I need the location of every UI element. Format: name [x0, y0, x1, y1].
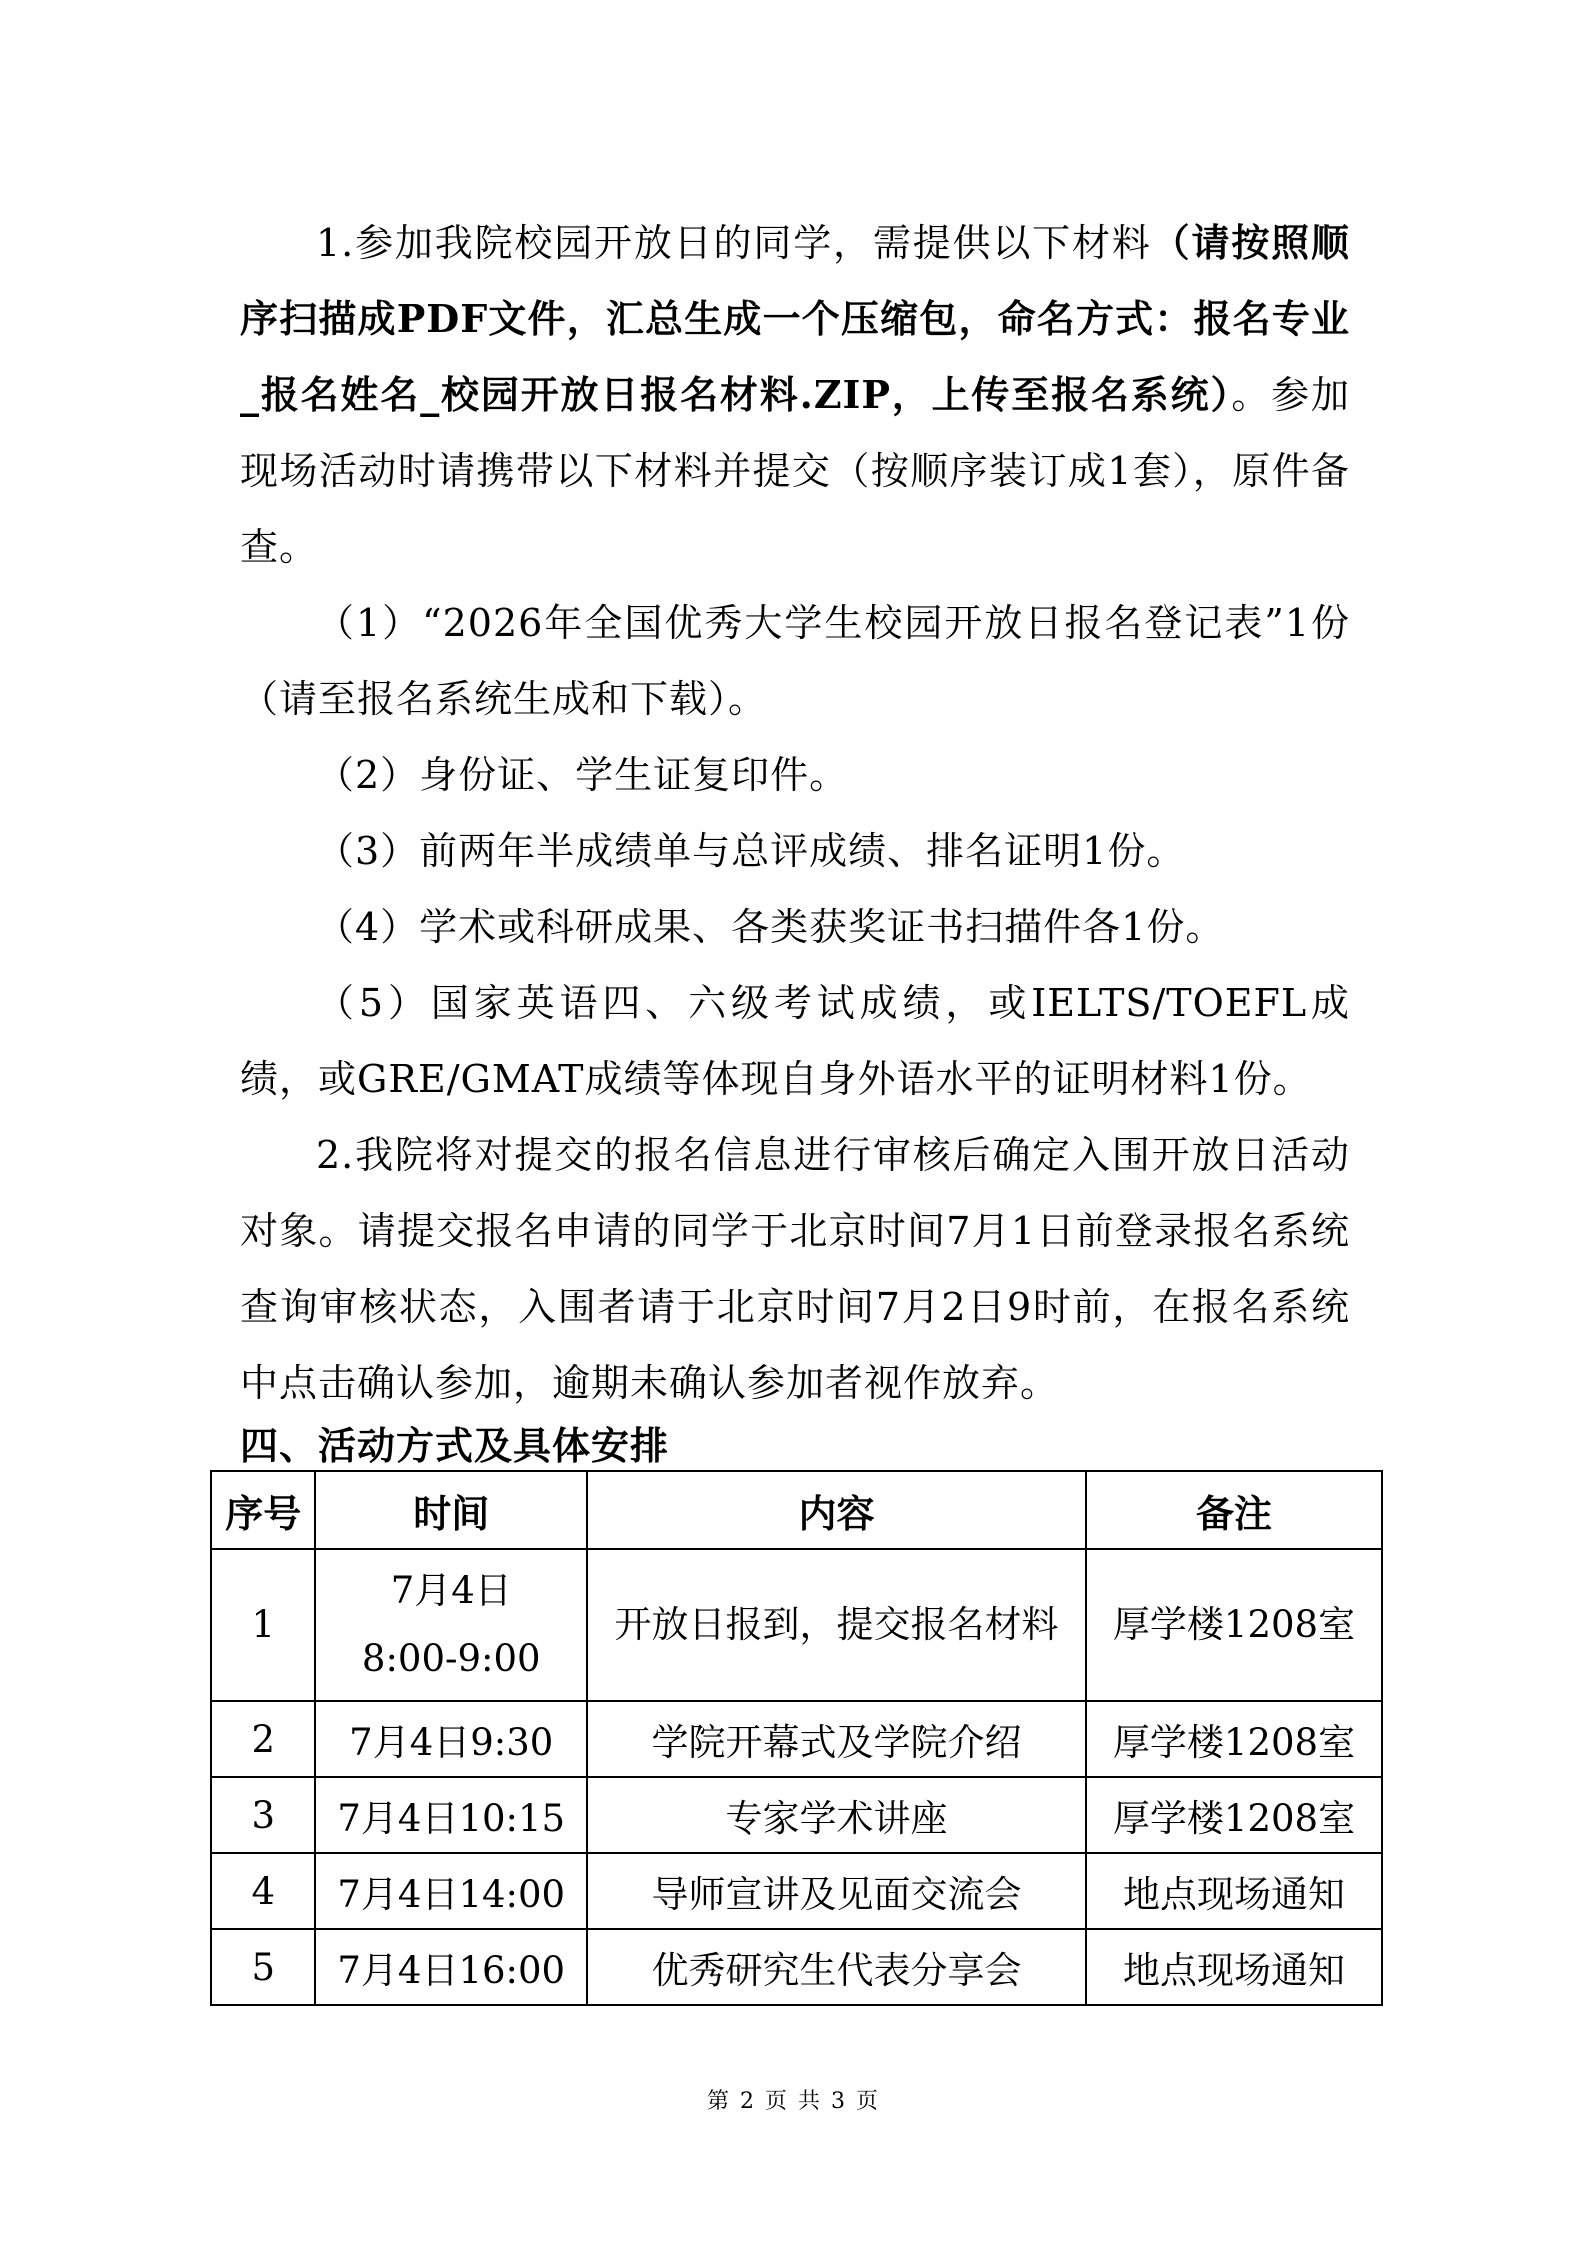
cell-no: 1 — [211, 1549, 315, 1701]
body-text — [240, 205, 1350, 1421]
cell-time-date: 7月4日 — [390, 1569, 512, 1612]
paragraph-materials-intro: 1.参加我院校园开放日的同学，需提供以下材料 — [316, 221, 1152, 265]
table-row — [211, 1853, 1382, 1929]
table-header-row — [211, 1471, 1382, 1549]
cell-time — [315, 1549, 587, 1701]
cell-no: 5 — [211, 1929, 315, 2005]
cell-content: 学院开幕式及学院介绍 — [587, 1701, 1086, 1777]
material-item-1: （1）“2026年全国优秀大学生校园开放日报名登记表”1份（请至报名系统生成和下载）。 — [240, 601, 1350, 721]
cell-content: 导师宣讲及见面交流会 — [587, 1853, 1086, 1929]
table-row — [211, 1777, 1382, 1853]
cell-time: 7月4日14:00 — [315, 1853, 587, 1929]
cell-note: 厚学楼1208室 — [1086, 1549, 1382, 1701]
cell-no: 4 — [211, 1853, 315, 1929]
table-row — [211, 1929, 1382, 2005]
cell-content: 优秀研究生代表分享会 — [587, 1929, 1086, 2005]
header-note: 备注 — [1086, 1471, 1382, 1549]
cell-note: 厚学楼1208室 — [1086, 1777, 1382, 1853]
material-item-4: （4）学术或科研成果、各类获奖证书扫描件各1份。 — [316, 905, 1225, 949]
material-item-3: （3）前两年半成绩单与总评成绩、排名证明1份。 — [316, 829, 1186, 873]
cell-no: 2 — [211, 1701, 315, 1777]
cell-time: 7月4日16:00 — [315, 1929, 587, 2005]
cell-time: 7月4日10:15 — [315, 1777, 587, 1853]
cell-content: 开放日报到，提交报名材料 — [587, 1549, 1086, 1701]
header-time: 时间 — [315, 1471, 587, 1549]
material-item-2: （2）身份证、学生证复印件。 — [316, 753, 849, 797]
section-title: 四、活动方式及具体安排 — [240, 1423, 670, 1468]
page-footer: 第 2 页 共 3 页 — [707, 2089, 880, 2114]
cell-no: 3 — [211, 1777, 315, 1853]
cell-note: 地点现场通知 — [1086, 1929, 1382, 2005]
table-row — [211, 1701, 1382, 1777]
paragraph-review: 2.我院将对提交的报名信息进行审核后确定入围开放日活动对象。请提交报名申请的同学于北京时间7月1日前登录报名系统查询审核状态，入围者请于北京时间7月2日9时前，在报名系统中点击确认参加，逾期未确认参加者视作放弃。 — [240, 1133, 1350, 1405]
paragraph-materials — [240, 205, 1350, 585]
cell-note: 地点现场通知 — [1086, 1853, 1382, 1929]
paragraph-materials-instructions: （请按照顺序扫描成PDF文件，汇总生成一个压缩包，命名方式：报名专业_报名姓名_校园开放日报名材料.ZIP，上传至报名系统） — [240, 220, 1350, 417]
header-no: 序号 — [211, 1471, 315, 1549]
material-item-5: （5）国家英语四、六级考试成绩，或IELTS/TOEFL成绩，或GRE/GMAT成绩等体现自身外语水平的证明材料1份。 — [240, 981, 1350, 1101]
cell-time: 7月4日9:30 — [315, 1701, 587, 1777]
schedule-table — [210, 1470, 1383, 2006]
cell-note: 厚学楼1208室 — [1086, 1701, 1382, 1777]
paragraph-materials-rest: 。参加现场活动时请携带以下材料并提交（按顺序装订成1套），原件备查。 — [240, 373, 1350, 569]
cell-time-range: 8:00-9:00 — [361, 1637, 541, 1680]
cell-content: 专家学术讲座 — [587, 1777, 1086, 1853]
header-content: 内容 — [587, 1471, 1086, 1549]
table-row — [211, 1549, 1382, 1701]
